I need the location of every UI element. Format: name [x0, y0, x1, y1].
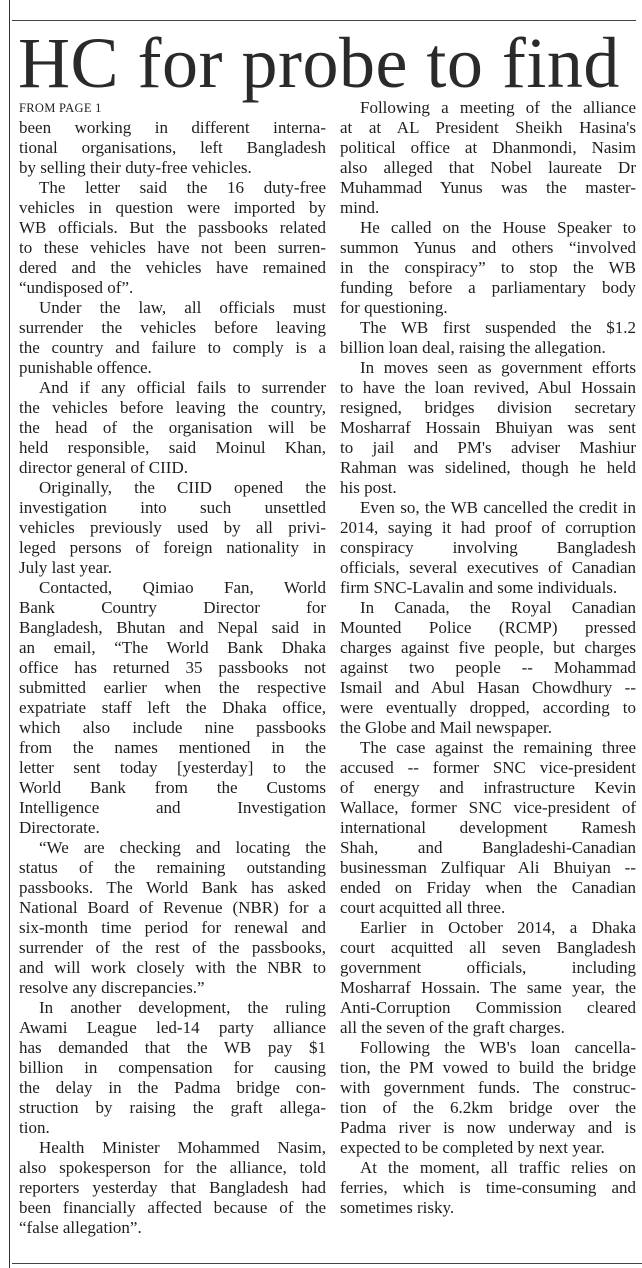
text-line: 2014, saying it had proof of corruption	[340, 518, 636, 537]
text-line: Even so, the WB cancelled the credit in	[360, 498, 636, 517]
paragraph	[19, 178, 326, 298]
text-line: “undisposed of”.	[19, 278, 134, 297]
text-line: court acquitted all seven Bangladesh	[340, 938, 636, 957]
column-border-left	[9, 0, 10, 1268]
text-line: Earlier in October 2014, a Dhaka	[360, 918, 636, 937]
paragraph	[19, 838, 326, 998]
text-line: Padma river is now underway and is	[340, 1118, 636, 1137]
text-line: Awami League led-14 party alliance	[19, 1018, 326, 1037]
text-line: businessman Zulfiquar Ali Bhuiyan --	[340, 858, 636, 877]
text-line: struction by raising the graft allega-	[19, 1098, 326, 1117]
article-column-left	[19, 118, 326, 1238]
text-line: from the names mentioned in the	[19, 738, 326, 757]
text-line: the Globe and Mail newspaper.	[340, 718, 552, 737]
text-line: billion in compensation for causing	[19, 1058, 326, 1077]
text-line: Health Minister Mohammed Nasim,	[39, 1138, 326, 1157]
text-line: sometimes risky.	[340, 1198, 455, 1217]
paragraph	[19, 1138, 326, 1238]
paragraph	[19, 578, 326, 838]
text-line: reporters yesterday that Bangladesh had	[19, 1178, 326, 1197]
text-line: resolve any discrepancies.”	[19, 978, 205, 997]
text-line: resigned, bridges division secretary	[340, 398, 636, 417]
text-line: government officials, including	[340, 958, 636, 977]
paragraph	[19, 378, 326, 478]
text-line: WB officials. But the passbooks related	[19, 218, 326, 237]
text-line: to have the loan revived, Abul Hossain	[340, 378, 636, 397]
text-line: dered and the vehicles have remained	[19, 258, 326, 277]
text-line: tion.	[19, 1118, 50, 1137]
text-line: “We are checking and locating the	[39, 838, 326, 857]
text-line: National Board of Revenue (NBR) for a	[19, 898, 326, 917]
text-line: at at AL President Sheikh Hasina's	[340, 118, 636, 137]
text-line: billion loan deal, raising the allegation.	[340, 338, 606, 357]
text-line: At the moment, all traffic relies on	[360, 1158, 636, 1177]
text-line: to these vehicles have not been surren-	[19, 238, 326, 257]
text-line: tion of the 6.2km bridge over the	[340, 1098, 636, 1117]
continuation-kicker: FROM PAGE 1	[19, 101, 102, 115]
text-line: Bangladesh, Bhutan and Nepal said in	[19, 618, 326, 637]
text-line: held responsible, said Moinul Khan,	[19, 438, 326, 457]
text-line: The case against the remaining three	[360, 738, 636, 757]
text-line: expatriate staff left the Dhaka office,	[19, 698, 326, 717]
text-line: Anti-Corruption Commission cleared	[340, 998, 636, 1017]
text-line: He called on the House Speaker to	[360, 218, 636, 237]
text-line: In Canada, the Royal Canadian	[360, 598, 636, 617]
paragraph	[340, 918, 636, 1038]
text-line: also spokesperson for the alliance, told	[19, 1158, 326, 1177]
text-line: In another development, the ruling	[39, 998, 326, 1017]
paragraph	[340, 218, 636, 318]
text-line: court acquitted all three.	[340, 898, 506, 917]
text-line: with government funds. The construc-	[340, 1078, 636, 1097]
text-line: mind.	[340, 198, 380, 217]
text-line: July last year.	[19, 558, 113, 577]
text-line: the country and failure to comply is a	[19, 338, 326, 357]
text-line: Rahman was sidelined, though he held	[340, 458, 636, 477]
paragraph	[340, 318, 636, 358]
text-line: summon Yunus and others “involved	[340, 238, 636, 257]
paragraph	[340, 1038, 636, 1158]
text-line: charges against five people, but charges	[340, 638, 636, 657]
text-line: an email, “The World Bank Dhaka	[19, 638, 326, 657]
text-line: tional organisations, left Bangladesh	[19, 138, 326, 157]
text-line: Ismail and Abul Hasan Chowdhury --	[340, 678, 636, 697]
text-line: of energy and infrastructure Kevin	[340, 778, 636, 797]
text-line: Mosharraf Hossain. The same year, the	[340, 978, 636, 997]
text-line: by selling their duty-free vehicles.	[19, 158, 252, 177]
text-line: the head of the organisation will be	[19, 418, 326, 437]
article-column-right	[340, 98, 636, 1218]
text-line: accused -- former SNC vice-president	[340, 758, 636, 777]
text-line: international development Ramesh	[340, 818, 636, 837]
text-line: also alleged that Nobel laureate Dr	[340, 158, 636, 177]
text-line: firm SNC-Lavalin and some individuals.	[340, 578, 618, 597]
text-line: Following the WB's loan cancella-	[360, 1038, 636, 1057]
text-line: Originally, the CIID opened the	[39, 478, 326, 497]
text-line: passbooks. The World Bank has asked	[19, 878, 326, 897]
text-line: Wallace, former SNC vice-president of	[340, 798, 636, 817]
paragraph	[340, 738, 636, 918]
text-line: Muhammad Yunus was the master-	[340, 178, 636, 197]
text-line: The letter said the 16 duty-free	[39, 178, 326, 197]
text-line: funding before a parliamentary body	[340, 278, 636, 297]
text-line: submitted earlier when the respective	[19, 678, 326, 697]
text-line: letter sent today [yesterday] to the	[19, 758, 326, 777]
text-line: which also include nine passbooks	[19, 718, 326, 737]
text-line: ended on Friday when the Canadian	[340, 878, 636, 897]
text-line: tion, the PM vowed to build the bridge	[340, 1058, 636, 1077]
text-line: the vehicles before leaving the country,	[19, 398, 326, 417]
paragraph	[340, 1158, 636, 1218]
text-line: and will work closely with the NBR to	[19, 958, 326, 977]
text-line: punishable offence.	[19, 358, 152, 377]
text-line: status of the remaining outstanding	[19, 858, 326, 877]
text-line: political office at Dhanmondi, Nasim	[340, 138, 636, 157]
text-line: been working in different interna-	[19, 118, 326, 137]
text-line: office has returned 35 passbooks not	[19, 658, 326, 677]
text-line: for questioning.	[340, 298, 448, 317]
text-line: Under the law, all officials must	[39, 298, 326, 317]
paragraph	[340, 358, 636, 498]
text-line: Mosharraf Hossain Bhuiyan was sent	[340, 418, 636, 437]
headline: HC for probe to find	[18, 23, 620, 103]
paragraph	[19, 118, 326, 178]
text-line: Shah, and Bangladeshi-Canadian	[340, 838, 636, 857]
text-line: has demanded that the WB pay $1	[19, 1038, 326, 1057]
text-line: ferries, which is time-consuming and	[340, 1178, 636, 1197]
text-line: surrender of the rest of the passbooks,	[19, 938, 326, 957]
paragraph	[19, 998, 326, 1138]
text-line: vehicles previously used by all privi-	[19, 518, 326, 537]
text-line: to jail and PM's adviser Mashiur	[340, 438, 636, 457]
text-line: “false allegation”.	[19, 1218, 142, 1237]
paragraph	[340, 98, 636, 218]
paragraph	[19, 478, 326, 578]
text-line: were eventually dropped, according to	[340, 698, 636, 717]
text-line: been financially affected because of the	[19, 1198, 326, 1217]
text-line: Bank Country Director for	[19, 598, 326, 617]
text-line: Following a meeting of the alliance	[360, 98, 636, 117]
bottom-rule	[12, 1263, 642, 1264]
text-line: Contacted, Qimiao Fan, World	[39, 578, 326, 597]
text-line: World Bank from the Customs	[19, 778, 326, 797]
text-line: vehicles in question were imported by	[19, 198, 326, 217]
text-line: director general of CIID.	[19, 458, 188, 477]
text-line: Mounted Police (RCMP) pressed	[340, 618, 636, 637]
text-line: Intelligence and Investigation	[19, 798, 326, 817]
paragraph	[19, 298, 326, 378]
text-line: expected to be completed by next year.	[340, 1138, 605, 1157]
text-line: all the seven of the graft charges.	[340, 1018, 565, 1037]
text-line: Directorate.	[19, 818, 100, 837]
text-line: the delay in the Padma bridge con-	[19, 1078, 326, 1097]
text-line: against two people -- Mohammad	[340, 658, 636, 677]
text-line: conspiracy involving Bangladesh	[340, 538, 636, 557]
text-line: six-month time period for renewal and	[19, 918, 326, 937]
text-line: his post.	[340, 478, 397, 497]
text-line: investigation into such unsettled	[19, 498, 326, 517]
text-line: leged persons of foreign nationality in	[19, 538, 326, 557]
text-line: The WB first suspended the $1.2	[360, 318, 636, 337]
text-line: surrender the vehicles before leaving	[19, 318, 326, 337]
paragraph	[340, 598, 636, 738]
text-line: In moves seen as government efforts	[360, 358, 636, 377]
paragraph	[340, 498, 636, 598]
text-line: officials, several executives of Canadian	[340, 558, 636, 577]
text-line: And if any official fails to surrender	[39, 378, 326, 397]
text-line: in the conspiracy” to stop the WB	[340, 258, 636, 277]
